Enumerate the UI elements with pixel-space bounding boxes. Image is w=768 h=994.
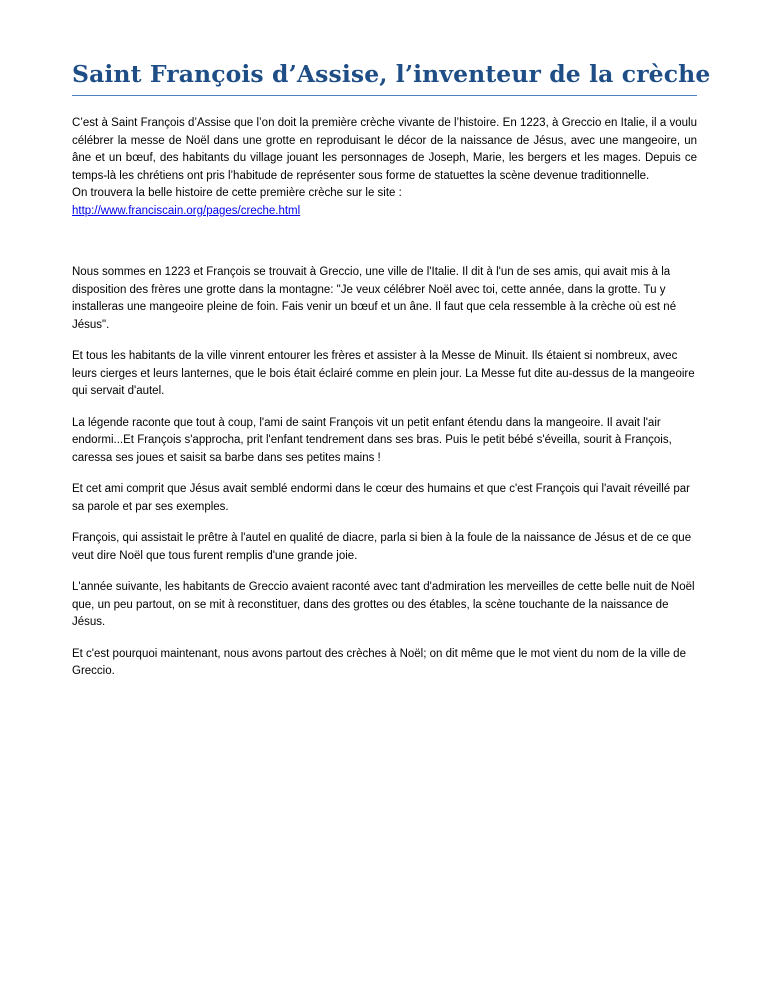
link-line	[72, 203, 697, 221]
story-paragraph: Et tous les habitants de la ville vinrent entourer les frères et assister à la Messe de Minuit. Ils étaient si nombreux, avec leurs cierges et leurs lanternes, que le bois était éclairé comme en plein jour. La Messe fut dite au-dessus de la mangeoire qui servait d'autel.	[72, 350, 695, 397]
story-paragraph: Et cet ami comprit que Jésus avait semblé endormi dans le cœur des humains et que c'est François qui l'avait réveillé par sa parole et par ses exemples.	[72, 483, 691, 513]
document-page	[72, 60, 711, 695]
intro-paragraph: C’est à Saint François d’Assise que l’on doit la première crèche vivante de l’histoire. En 1223, à Greccio en Italie, il a voulu célébrer la messe de Noël dans une grotte en reproduisant le décor de la naissance de Jésus, avec une mangeoire, un âne et un bœuf, des habitants du village jouant les personnages de Joseph, Marie, les bergers et les mages. Depuis ce temps-là les chrétiens ont pris l’habitude de représenter sous forme de statuettes la scène devenue traditionnelle.	[72, 117, 697, 182]
story-paragraph: L'année suivante, les habitants de Greccio avaient raconté avec tant d'admiration les merveilles de cette belle nuit de Noël que, un peu partout, on se mit à reconstituer, dans des grottes ou des étables, la scène touchante de la naissance de Jésus.	[72, 581, 695, 628]
story-paragraph: La légende raconte que tout à coup, l'ami de saint François vit un petit enfant étendu dans la mangeoire. Il avait l'air endormi...Et François s'approcha, prit l'enfant tendrement dans ses bras. Puis le petit bébé s'éveilla, sourit à François, caressa ses joues et saisit sa barbe dans ses petites mains !	[72, 416, 672, 464]
story-paragraph: François, qui assistait le prêtre à l'autel en qualité de diacre, parla si bien à la foule de la naissance de Jésus et de ce que veut dire Noël que tous furent remplis d'une grande joie.	[72, 532, 692, 562]
creche-link[interactable]: http://www.franciscain.org/pages/creche.html	[72, 204, 301, 217]
page-title: Saint François d’Assise, l’inventeur de la crèche	[72, 60, 697, 96]
intro-section	[72, 115, 697, 220]
story-paragraph: Et c'est pourquoi maintenant, nous avons partout des crèches à Noël; on dit même que le mot vient du nom de la ville de Greccio.	[72, 647, 686, 677]
story-paragraph: Nous sommes en 1223 et François se trouvait à Greccio, une ville de l'Italie. Il dit à l'un de ses amis, qui avait mis à la disposition des frères une grotte dans la montagne: "Je veux célébrer Noël avec toi, cette année, dans la grotte. Tu y installeras une mangeoire pleine de foin. Fais venir un bœuf et un âne. Il faut que cela ressemble à la crèche où est né Jésus".	[72, 266, 677, 331]
site-line: On trouvera la belle histoire de cette première crèche sur le site :	[72, 187, 402, 199]
story-section	[72, 264, 697, 681]
